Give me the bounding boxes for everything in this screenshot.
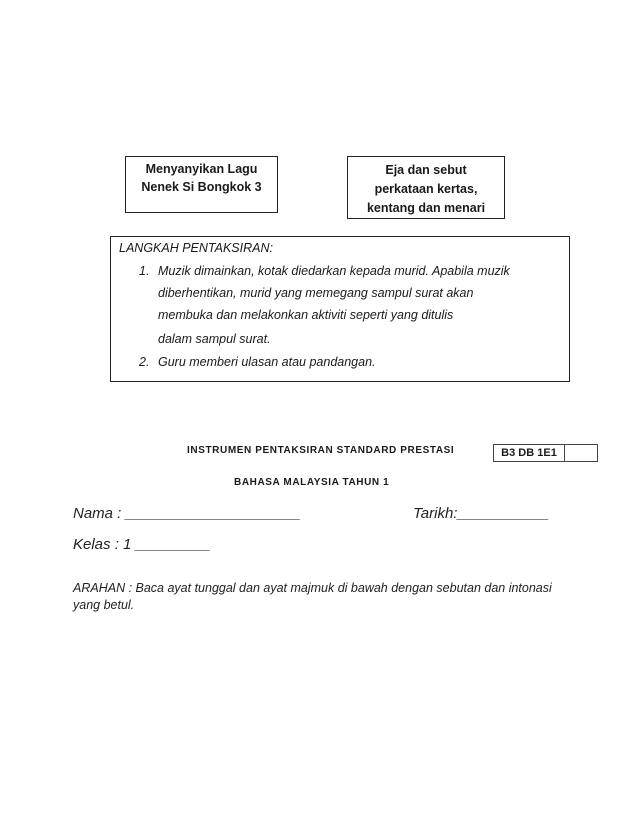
steps-title: LANGKAH PENTAKSIRAN: — [119, 241, 273, 255]
activity-title-line-1: Menyanyikan Lagu — [145, 162, 258, 176]
step-1-line-3: membuka dan melakonkan aktiviti seperti yang ditulis — [158, 308, 454, 322]
task-description-line-3: kentang dan menari — [366, 201, 486, 215]
date-field: Tarikh:___________ — [413, 505, 550, 522]
step-2-line-1: Guru memberi ulasan atau pandangan. — [158, 355, 376, 369]
assessment-steps-box — [110, 236, 570, 382]
step-2-number: 2. — [139, 355, 150, 369]
step-1-number: 1. — [139, 264, 150, 278]
instrument-title: INSTRUMEN PENTAKSIRAN STANDARD PRESTASI — [187, 445, 455, 456]
activity-title-box — [125, 156, 278, 213]
task-description-line-1: Eja dan sebut — [385, 163, 467, 177]
step-1-line-4: dalam sampul surat. — [158, 332, 271, 346]
instrument-code: B3 DB 1E1 — [494, 445, 565, 461]
class-field: Kelas : 1 _________ — [73, 536, 211, 553]
instrument-code-box — [493, 444, 598, 462]
instructions-text: ARAHAN : Baca ayat tunggal dan ayat majmuk di bawah dengan sebutan dan intonasi yang betul. — [73, 581, 552, 612]
activity-title-line-2: Nenek Si Bongkok 3 — [141, 180, 262, 194]
subject-title: BAHASA MALAYSIA TAHUN 1 — [234, 477, 390, 488]
name-field: Nama : _____________________ — [73, 505, 301, 522]
step-1-line-2: diberhentikan, murid yang memegang sampul surat akan — [158, 286, 474, 300]
task-description-line-2: perkataan kertas, — [374, 182, 478, 196]
task-description-box — [347, 156, 505, 219]
step-1-line-1: Muzik dimainkan, kotak diedarkan kepada murid. Apabila muzik — [158, 264, 510, 278]
